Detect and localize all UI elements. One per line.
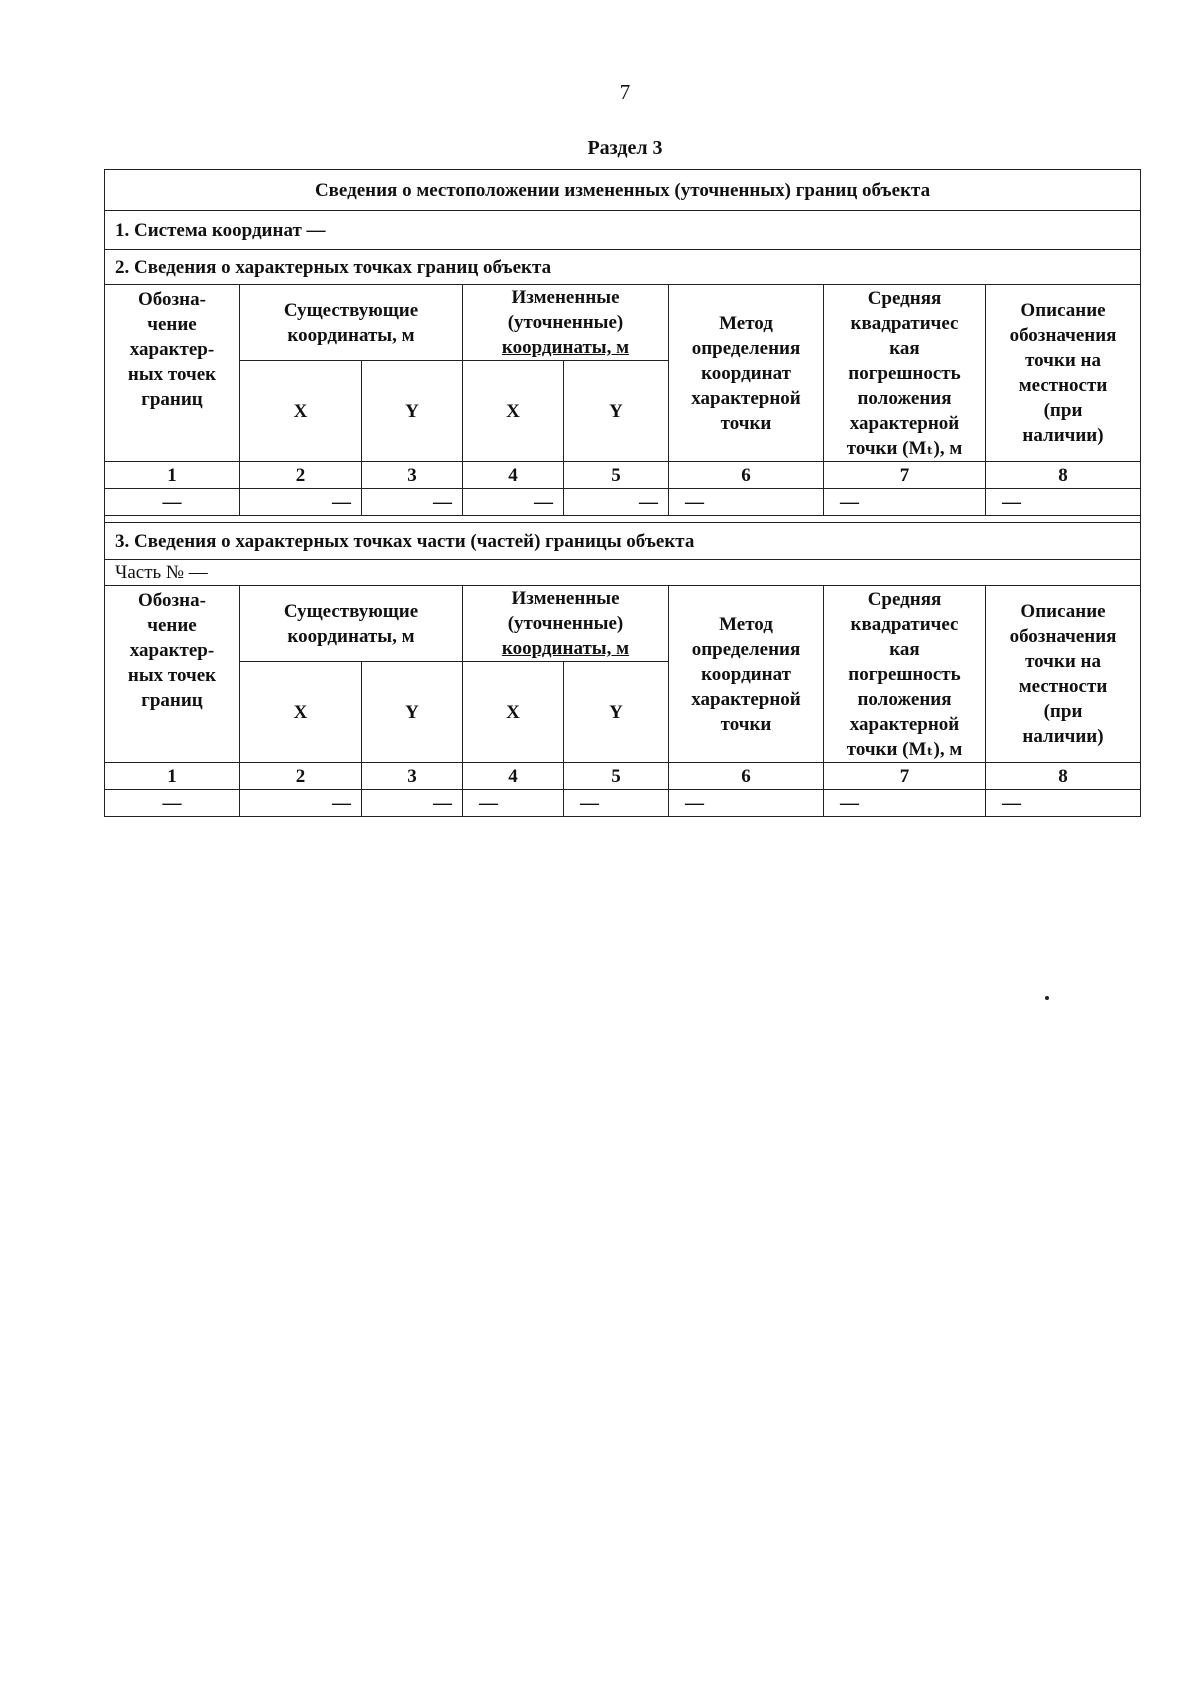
scan-dot	[1045, 996, 1049, 1000]
column-number: 7	[824, 462, 986, 489]
header-existing-x: X	[240, 662, 362, 763]
column-number: 5	[564, 462, 669, 489]
header-designation: Обозна- чение характер- ных точек границ	[105, 285, 240, 462]
boundary-info-table	[104, 169, 1141, 817]
section2-column-numbers	[105, 462, 1141, 489]
header-description: Описание обозначения точки на местности (при наличии)	[986, 285, 1141, 462]
section2-data-row	[105, 489, 1141, 516]
header-method: Метод определения координат характерной точки	[669, 586, 824, 763]
header-changed-coords: Измененные (уточненные) координаты, м	[463, 285, 669, 361]
table-cell: —	[986, 790, 1141, 817]
header-changed-x: X	[463, 662, 564, 763]
section3-title: 3. Сведения о характерных точках части (частей) границы объекта	[105, 523, 1141, 560]
header-changed-x: X	[463, 361, 564, 462]
section3-data-row	[105, 790, 1141, 817]
section2-header-row	[105, 285, 1141, 361]
column-number: 8	[986, 763, 1141, 790]
column-number: 8	[986, 462, 1141, 489]
column-number: 5	[564, 763, 669, 790]
table-cell: —	[105, 489, 240, 516]
boundary-table-sheet	[104, 169, 1140, 817]
header-description: Описание обозначения точки на местности (при наличии)	[986, 586, 1141, 763]
table-cell: —	[362, 489, 463, 516]
header-designation: Обозна- чение характер- ных точек границ	[105, 586, 240, 763]
table-cell: —	[564, 790, 669, 817]
page-number: 7	[619, 80, 631, 104]
table-spacer	[105, 516, 1141, 523]
column-number: 2	[240, 462, 362, 489]
section3-column-numbers	[105, 763, 1141, 790]
table-cell: —	[105, 790, 240, 817]
table-cell: —	[669, 790, 824, 817]
column-number: 1	[105, 763, 240, 790]
column-number: 3	[362, 763, 463, 790]
column-number: 2	[240, 763, 362, 790]
header-changed-y: Y	[564, 361, 669, 462]
coordinate-system-row: 1. Система координат —	[105, 211, 1141, 250]
section-title: Раздел 3	[587, 137, 663, 159]
column-number: 4	[463, 462, 564, 489]
header-existing-y: Y	[362, 361, 463, 462]
table-cell: —	[986, 489, 1141, 516]
header-changed-y: Y	[564, 662, 669, 763]
table-cell: —	[564, 489, 669, 516]
header-method: Метод определения координат характерной точки	[669, 285, 824, 462]
section3-header-row	[105, 586, 1141, 662]
header-existing-x: X	[240, 361, 362, 462]
header-existing-y: Y	[362, 662, 463, 763]
header-error: Средняя квадратичес кая погрешность положения характерной точки (Mₜ), м	[824, 586, 986, 763]
table-cell: —	[240, 489, 362, 516]
table-cell: —	[463, 489, 564, 516]
header-error: Средняя квадратичес кая погрешность положения характерной точки (Mₜ), м	[824, 285, 986, 462]
table-cell: —	[669, 489, 824, 516]
column-number: 3	[362, 462, 463, 489]
section2-title: 2. Сведения о характерных точках границ объекта	[105, 250, 1141, 285]
column-number: 6	[669, 763, 824, 790]
header-existing-coords: Существующие координаты, м	[240, 586, 463, 662]
table-cell: —	[463, 790, 564, 817]
table-cell: —	[824, 790, 986, 817]
column-number: 6	[669, 462, 824, 489]
table-cell: —	[240, 790, 362, 817]
header-existing-coords: Существующие координаты, м	[240, 285, 463, 361]
part-number-row: Часть № —	[105, 560, 1141, 586]
column-number: 7	[824, 763, 986, 790]
table-title: Сведения о местоположении измененных (уточненных) границ объекта	[105, 170, 1141, 211]
column-number: 4	[463, 763, 564, 790]
header-changed-coords: Измененные (уточненные) координаты, м	[463, 586, 669, 662]
column-number: 1	[105, 462, 240, 489]
table-cell: —	[824, 489, 986, 516]
table-cell: —	[362, 790, 463, 817]
